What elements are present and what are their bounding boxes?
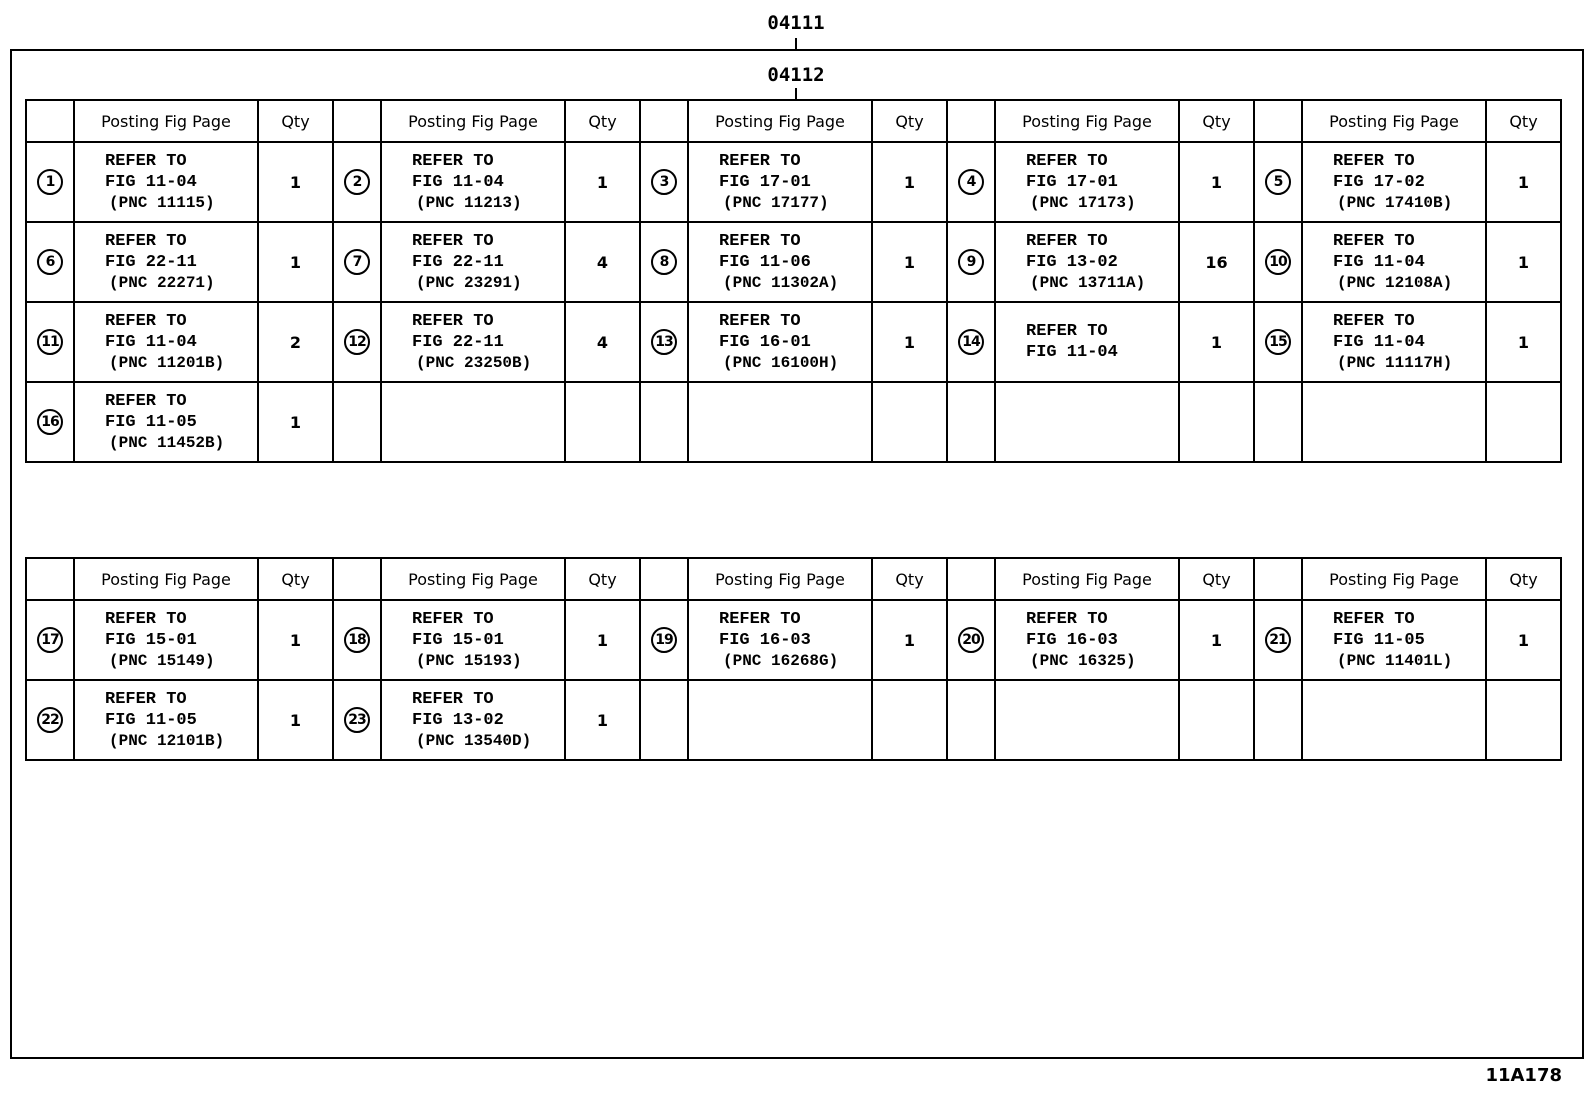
callout-number-cell (26, 600, 74, 680)
refer-to-text: REFER TO (719, 231, 801, 251)
qty-cell: 1 (258, 382, 333, 462)
callout-number: 11 (37, 329, 63, 355)
assembly-callout: 04111 (767, 12, 825, 34)
callout-number-cell (1254, 680, 1302, 760)
qty-cell: 1 (1486, 222, 1561, 302)
table-header (26, 100, 1561, 142)
fig-reference: FIG 15-01 (412, 630, 504, 650)
refer-to-text: REFER TO (105, 311, 187, 331)
fig-reference: FIG 11-04 (412, 172, 504, 192)
qty-cell: 4 (565, 302, 640, 382)
refer-to-text: REFER TO (412, 151, 494, 171)
callout-number-cell (26, 222, 74, 302)
refer-to-text: REFER TO (105, 689, 187, 709)
pnc-reference: (PNC 23250B) (416, 353, 532, 372)
pnc-reference: (PNC 23291) (416, 273, 522, 292)
pnc-reference: (PNC 16100H) (723, 353, 839, 372)
refer-to-text: REFER TO (412, 231, 494, 251)
qty-cell: 1 (1486, 142, 1561, 222)
header-blank (947, 100, 995, 142)
callout-number-cell (947, 222, 995, 302)
fig-reference: FIG 17-01 (1026, 172, 1118, 192)
header-qty: Qty (1486, 100, 1561, 142)
fig-reference: FIG 11-04 (1333, 252, 1425, 272)
refer-to-text: REFER TO (412, 689, 494, 709)
table-header (26, 558, 1561, 600)
header-posting-fig-page: Posting Fig Page (1302, 100, 1486, 142)
callout-number-cell (26, 302, 74, 382)
header-blank (640, 558, 688, 600)
fig-reference: FIG 22-11 (105, 252, 197, 272)
fig-reference: FIG 11-04 (105, 172, 197, 192)
pnc-reference: (PNC 15193) (416, 651, 522, 670)
callout-number-cell (947, 382, 995, 462)
header-posting-fig-page: Posting Fig Page (688, 558, 872, 600)
fig-reference: FIG 22-11 (412, 252, 504, 272)
fig-reference: FIG 15-01 (105, 630, 197, 650)
qty-cell: 1 (258, 222, 333, 302)
reference-cell (688, 600, 872, 680)
header-qty: Qty (258, 100, 333, 142)
reference-cell (688, 222, 872, 302)
fig-reference: FIG 16-03 (1026, 630, 1118, 650)
callout-number-cell (640, 302, 688, 382)
header-posting-fig-page: Posting Fig Page (1302, 558, 1486, 600)
reference-cell (1302, 302, 1486, 382)
header-posting-fig-page: Posting Fig Page (995, 100, 1179, 142)
fig-reference: FIG 11-04 (1333, 332, 1425, 352)
reference-cell (381, 222, 565, 302)
header-posting-fig-page: Posting Fig Page (381, 558, 565, 600)
header-posting-fig-page: Posting Fig Page (381, 100, 565, 142)
qty-cell: 1 (872, 222, 947, 302)
callout-number: 12 (344, 329, 370, 355)
pnc-reference: (PNC 11115) (109, 193, 215, 212)
refer-to-text: REFER TO (105, 609, 187, 629)
table-row (26, 302, 1561, 382)
callout-number: 17 (37, 627, 63, 653)
qty-cell: 4 (565, 222, 640, 302)
callout-number: 13 (651, 329, 677, 355)
qty-cell: 2 (258, 302, 333, 382)
refer-to-text: REFER TO (719, 151, 801, 171)
refer-to-text: REFER TO (1026, 231, 1108, 251)
table-row (26, 222, 1561, 302)
pnc-reference: (PNC 15149) (109, 651, 215, 670)
reference-cell (688, 680, 872, 760)
qty-cell (872, 680, 947, 760)
callout-number: 5 (1265, 169, 1291, 195)
reference-cell (381, 142, 565, 222)
callout-number-cell (333, 382, 381, 462)
figure-id: 11A178 (1485, 1065, 1562, 1086)
parts-table-1 (25, 99, 1562, 463)
table-row (26, 142, 1561, 222)
fig-reference: FIG 16-03 (719, 630, 811, 650)
qty-cell: 1 (872, 142, 947, 222)
header-posting-fig-page: Posting Fig Page (74, 558, 258, 600)
header-qty: Qty (872, 100, 947, 142)
refer-to-text: REFER TO (1333, 609, 1415, 629)
fig-reference: FIG 17-02 (1333, 172, 1425, 192)
pnc-reference: (PNC 11213) (416, 193, 522, 212)
callout-number-cell (947, 142, 995, 222)
reference-cell (381, 302, 565, 382)
qty-cell (1486, 382, 1561, 462)
reference-cell (381, 382, 565, 462)
reference-cell (995, 222, 1179, 302)
reference-cell (74, 142, 258, 222)
reference-cell (688, 142, 872, 222)
callout-number: 2 (344, 169, 370, 195)
refer-to-text: REFER TO (1026, 322, 1108, 341)
callout-number-cell (640, 142, 688, 222)
reference-cell (381, 680, 565, 760)
callout-number-cell (1254, 222, 1302, 302)
reference-cell (995, 302, 1179, 382)
refer-to-text: REFER TO (1333, 231, 1415, 251)
fig-reference: FIG 11-06 (719, 252, 811, 272)
pnc-reference: (PNC 13540D) (416, 731, 532, 750)
pnc-reference: (PNC 11452B) (109, 433, 225, 452)
pnc-reference: (PNC 12108A) (1337, 273, 1453, 292)
fig-reference: FIG 11-05 (1333, 630, 1425, 650)
qty-cell: 1 (1179, 600, 1254, 680)
callout-number-cell (640, 222, 688, 302)
reference-cell (74, 382, 258, 462)
header-blank (333, 558, 381, 600)
callout-number-cell (640, 600, 688, 680)
header-blank (1254, 558, 1302, 600)
qty-cell: 1 (872, 302, 947, 382)
qty-cell (565, 382, 640, 462)
qty-cell: 1 (1486, 600, 1561, 680)
reference-cell (688, 302, 872, 382)
reference-cell (995, 600, 1179, 680)
qty-cell: 1 (1486, 302, 1561, 382)
qty-cell: 1 (258, 680, 333, 760)
callout-number-cell (26, 142, 74, 222)
callout-number-cell (26, 382, 74, 462)
callout-number: 23 (344, 707, 370, 733)
reference-cell (1302, 142, 1486, 222)
callout-number: 22 (37, 707, 63, 733)
pnc-reference: (PNC 11201B) (109, 353, 225, 372)
header-posting-fig-page: Posting Fig Page (74, 100, 258, 142)
fig-reference: FIG 11-04 (105, 332, 197, 352)
header-blank (26, 100, 74, 142)
qty-cell: 1 (565, 142, 640, 222)
parts-table-2 (25, 557, 1562, 761)
callout-number-cell (947, 680, 995, 760)
header-blank (947, 558, 995, 600)
callout-number: 18 (344, 627, 370, 653)
callout-number-cell (1254, 302, 1302, 382)
qty-cell (1486, 680, 1561, 760)
header-qty: Qty (258, 558, 333, 600)
callout-number: 20 (958, 627, 984, 653)
pnc-reference: (PNC 16268G) (723, 651, 839, 670)
pnc-reference: (PNC 11117H) (1337, 353, 1453, 372)
callout-number: 6 (37, 249, 63, 275)
header-blank (26, 558, 74, 600)
reference-cell (381, 600, 565, 680)
header-blank (1254, 100, 1302, 142)
qty-cell: 1 (1179, 302, 1254, 382)
subassembly-callout: 04112 (767, 64, 825, 86)
reference-cell (74, 600, 258, 680)
pnc-reference: (PNC 22271) (109, 273, 215, 292)
pnc-reference: (PNC 16325) (1030, 651, 1136, 670)
callout-number: 14 (958, 329, 984, 355)
refer-to-text: REFER TO (1026, 151, 1108, 171)
qty-cell (1179, 680, 1254, 760)
callout-number: 10 (1265, 249, 1291, 275)
header-qty: Qty (1179, 558, 1254, 600)
header-qty: Qty (1179, 100, 1254, 142)
qty-cell (1179, 382, 1254, 462)
reference-cell (1302, 600, 1486, 680)
callout-number: 8 (651, 249, 677, 275)
refer-to-text: REFER TO (1026, 609, 1108, 629)
callout-number-cell (1254, 600, 1302, 680)
header-blank (640, 100, 688, 142)
callout-number-cell (333, 600, 381, 680)
refer-to-text: REFER TO (105, 391, 187, 411)
callout-number: 19 (651, 627, 677, 653)
qty-cell (872, 382, 947, 462)
callout-number-cell (333, 680, 381, 760)
pnc-reference: (PNC 13711A) (1030, 273, 1146, 292)
header-posting-fig-page: Posting Fig Page (688, 100, 872, 142)
callout-number: 16 (37, 409, 63, 435)
callout-number: 1 (37, 169, 63, 195)
pnc-reference: (PNC 11401L) (1337, 651, 1453, 670)
refer-to-text: REFER TO (105, 231, 187, 251)
callout-number-cell (640, 680, 688, 760)
reference-cell (995, 382, 1179, 462)
reference-cell (74, 680, 258, 760)
header-posting-fig-page: Posting Fig Page (995, 558, 1179, 600)
fig-reference: FIG 11-05 (105, 710, 197, 730)
refer-to-text: REFER TO (105, 151, 187, 171)
reference-cell (74, 222, 258, 302)
refer-to-text: REFER TO (412, 311, 494, 331)
callout-number: 9 (958, 249, 984, 275)
reference-cell (74, 302, 258, 382)
header-qty: Qty (872, 558, 947, 600)
callout-number: 15 (1265, 329, 1291, 355)
fig-reference: FIG 11-04 (1026, 343, 1118, 362)
qty-cell: 1 (565, 600, 640, 680)
refer-to-text: REFER TO (719, 311, 801, 331)
reference-cell (1302, 382, 1486, 462)
callout-number-cell (947, 302, 995, 382)
callout-number-cell (333, 222, 381, 302)
header-qty: Qty (1486, 558, 1561, 600)
refer-to-text: REFER TO (1333, 151, 1415, 171)
table-row (26, 680, 1561, 760)
qty-cell: 1 (1179, 142, 1254, 222)
qty-cell: 1 (258, 142, 333, 222)
refer-to-text: REFER TO (412, 609, 494, 629)
callout-number: 3 (651, 169, 677, 195)
reference-cell (995, 142, 1179, 222)
callout-number-cell (1254, 142, 1302, 222)
qty-cell: 16 (1179, 222, 1254, 302)
pnc-reference: (PNC 12101B) (109, 731, 225, 750)
callout-number-cell (26, 680, 74, 760)
fig-reference: FIG 17-01 (719, 172, 811, 192)
header-blank (333, 100, 381, 142)
qty-cell: 1 (872, 600, 947, 680)
pnc-reference: (PNC 17173) (1030, 193, 1136, 212)
reference-cell (1302, 680, 1486, 760)
reference-cell (1302, 222, 1486, 302)
qty-cell: 1 (565, 680, 640, 760)
fig-reference: FIG 22-11 (412, 332, 504, 352)
callout-number: 4 (958, 169, 984, 195)
fig-reference: FIG 13-02 (1026, 252, 1118, 272)
callout-number: 7 (344, 249, 370, 275)
callout-number-cell (640, 382, 688, 462)
header-qty: Qty (565, 100, 640, 142)
table-row (26, 382, 1561, 462)
reference-cell (688, 382, 872, 462)
callout-number-cell (333, 302, 381, 382)
header-qty: Qty (565, 558, 640, 600)
refer-to-text: REFER TO (1333, 311, 1415, 331)
fig-reference: FIG 11-05 (105, 412, 197, 432)
pnc-reference: (PNC 11302A) (723, 273, 839, 292)
fig-reference: FIG 13-02 (412, 710, 504, 730)
callout-number-cell (333, 142, 381, 222)
reference-cell (995, 680, 1179, 760)
fig-reference: FIG 16-01 (719, 332, 811, 352)
refer-to-text: REFER TO (719, 609, 801, 629)
callout-number-cell (947, 600, 995, 680)
qty-cell: 1 (258, 600, 333, 680)
pnc-reference: (PNC 17410B) (1337, 193, 1453, 212)
pnc-reference: (PNC 17177) (723, 193, 829, 212)
callout-number: 21 (1265, 627, 1291, 653)
table-row (26, 600, 1561, 680)
callout-number-cell (1254, 382, 1302, 462)
